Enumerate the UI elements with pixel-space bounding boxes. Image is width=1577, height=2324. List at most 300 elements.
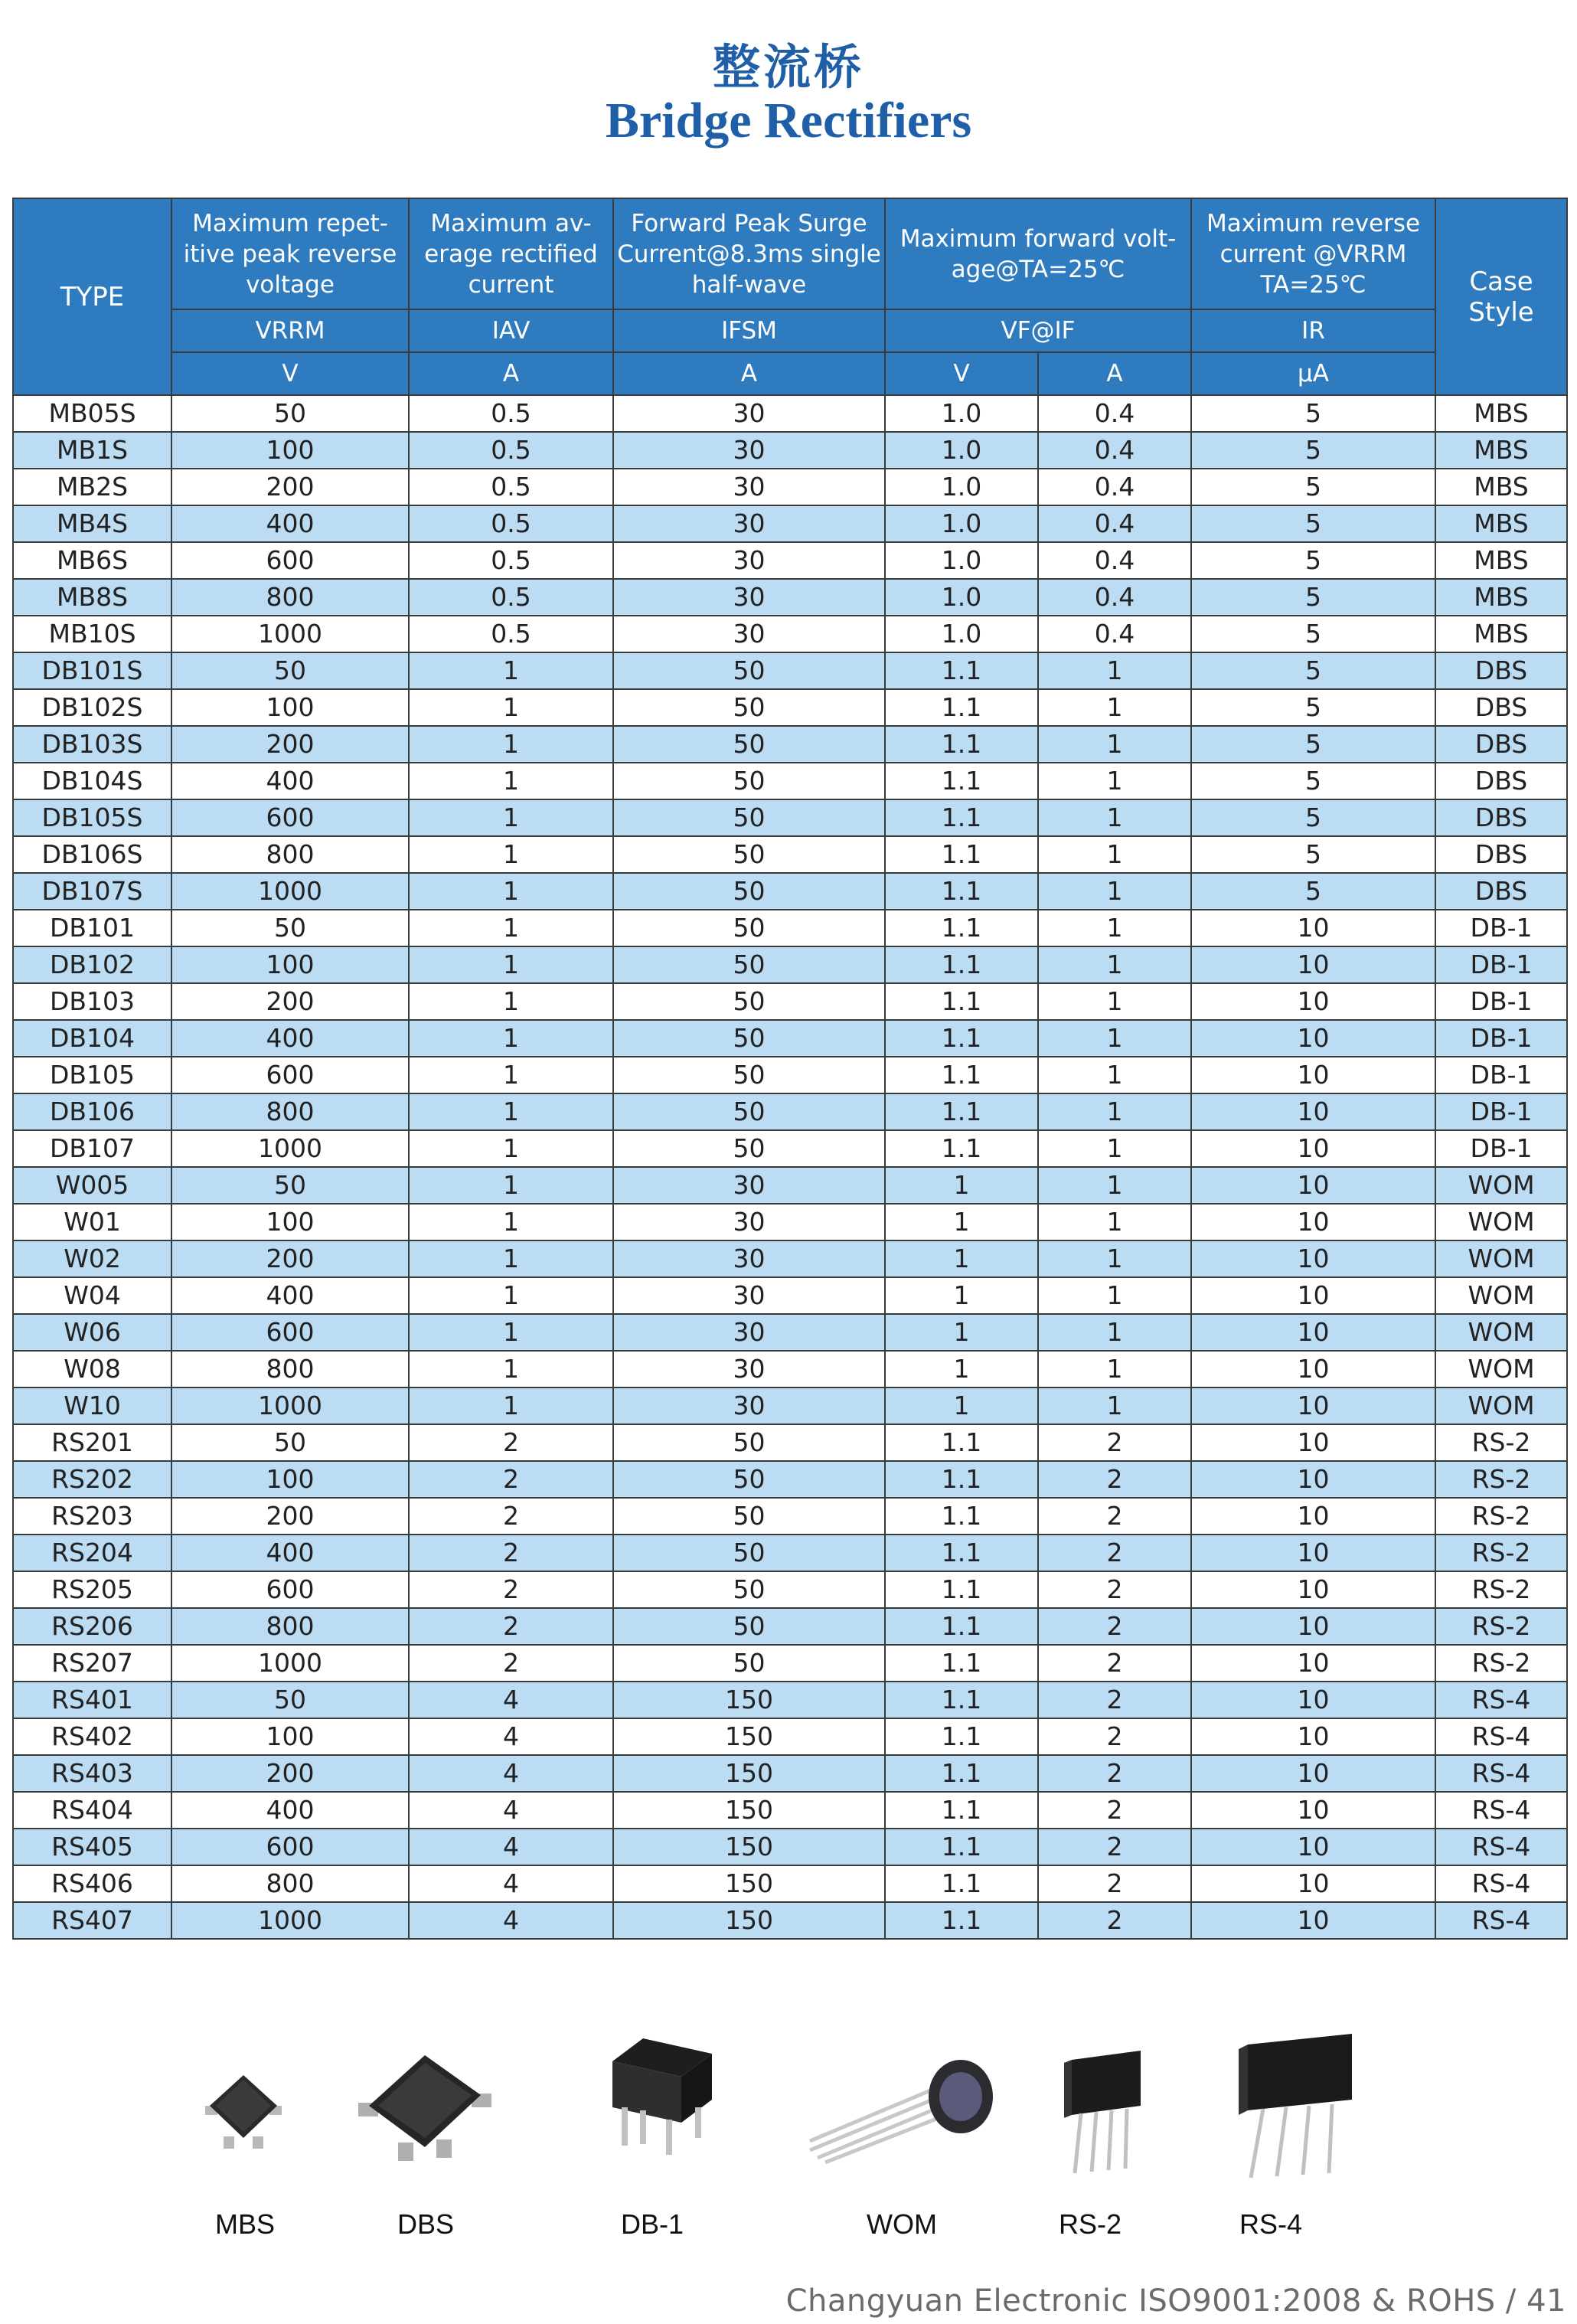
table-cell: 1.1 xyxy=(885,1057,1038,1093)
table-cell: 0.5 xyxy=(409,432,613,469)
table-row xyxy=(13,1645,1567,1682)
table-row xyxy=(13,1571,1567,1608)
table-cell: RS203 xyxy=(13,1498,171,1535)
table-cell: RS-4 xyxy=(1435,1755,1567,1792)
table-cell: DBS xyxy=(1435,873,1567,910)
table-cell: 50 xyxy=(613,799,885,836)
table-cell: 600 xyxy=(171,799,409,836)
table-cell: 1000 xyxy=(171,1130,409,1167)
table-cell: 50 xyxy=(613,1130,885,1167)
table-row xyxy=(13,726,1567,763)
table-cell: 50 xyxy=(613,1424,885,1461)
table-cell: 50 xyxy=(613,910,885,946)
table-row xyxy=(13,946,1567,983)
table-cell: 2 xyxy=(1038,1571,1191,1608)
table-cell: 150 xyxy=(613,1865,885,1902)
table-cell: RS403 xyxy=(13,1755,171,1792)
table-row xyxy=(13,616,1567,652)
table-cell: MBS xyxy=(1435,579,1567,616)
table-cell: 1 xyxy=(409,1204,613,1240)
table-row xyxy=(13,1167,1567,1204)
package-label-mbs: MBS xyxy=(214,2208,275,2240)
table-row xyxy=(13,395,1567,432)
table-cell: 0.5 xyxy=(409,542,613,579)
table-cell: 30 xyxy=(613,1277,885,1314)
table-cell: 1 xyxy=(409,836,613,873)
table-row xyxy=(13,1755,1567,1792)
table-cell: RS-4 xyxy=(1435,1682,1567,1718)
table-cell: 2 xyxy=(1038,1608,1191,1645)
table-cell: 1 xyxy=(409,910,613,946)
table-cell: 2 xyxy=(1038,1461,1191,1498)
table-row xyxy=(13,1314,1567,1351)
table-cell: 50 xyxy=(171,395,409,432)
table-cell: RS404 xyxy=(13,1792,171,1829)
table-cell: RS-4 xyxy=(1435,1902,1567,1939)
table-cell: 0.5 xyxy=(409,395,613,432)
header-ir-unit: μA xyxy=(1191,352,1435,395)
table-cell: 1 xyxy=(1038,1130,1191,1167)
table-cell: 50 xyxy=(613,1057,885,1093)
table-cell: RS207 xyxy=(13,1645,171,1682)
table-cell: 5 xyxy=(1191,579,1435,616)
table-cell: 0.5 xyxy=(409,616,613,652)
table-cell: W08 xyxy=(13,1351,171,1388)
table-cell: 50 xyxy=(613,689,885,726)
table-cell: 400 xyxy=(171,505,409,542)
table-cell: 800 xyxy=(171,1351,409,1388)
table-cell: 30 xyxy=(613,1204,885,1240)
table-row xyxy=(13,469,1567,505)
table-cell: W02 xyxy=(13,1240,171,1277)
table-cell: RS205 xyxy=(13,1571,171,1608)
table-cell: 1 xyxy=(409,1130,613,1167)
table-cell: 50 xyxy=(613,1461,885,1498)
table-cell: 1 xyxy=(885,1351,1038,1388)
table-cell: 30 xyxy=(613,1167,885,1204)
table-cell: 400 xyxy=(171,1535,409,1571)
header-iav-desc: Maximum av-erage rectified current xyxy=(409,198,613,309)
header-ir-symbol: IR xyxy=(1191,309,1435,352)
table-cell: 1 xyxy=(885,1277,1038,1314)
table-cell: WOM xyxy=(1435,1204,1567,1240)
table-cell: 10 xyxy=(1191,1645,1435,1682)
table-cell: 2 xyxy=(409,1461,613,1498)
table-cell: 1.1 xyxy=(885,1792,1038,1829)
table-cell: MBS xyxy=(1435,469,1567,505)
table-cell: 0.4 xyxy=(1038,579,1191,616)
table-cell: 1.1 xyxy=(885,1130,1038,1167)
table-cell: RS-2 xyxy=(1435,1498,1567,1535)
table-cell: WOM xyxy=(1435,1351,1567,1388)
table-cell: 200 xyxy=(171,1498,409,1535)
table-cell: 1.1 xyxy=(885,1498,1038,1535)
table-cell: DB102 xyxy=(13,946,171,983)
table-cell: 10 xyxy=(1191,1498,1435,1535)
table-cell: 1.1 xyxy=(885,652,1038,689)
table-cell: DB105S xyxy=(13,799,171,836)
table-cell: 0.5 xyxy=(409,469,613,505)
table-cell: 1 xyxy=(409,1314,613,1351)
table-row xyxy=(13,1020,1567,1057)
table-cell: 50 xyxy=(171,1682,409,1718)
page-title: Bridge Rectifiers xyxy=(605,93,972,149)
table-cell: WOM xyxy=(1435,1240,1567,1277)
table-cell: RS402 xyxy=(13,1718,171,1755)
header-vrrm-desc: Maximum repet-itive peak reverse voltage xyxy=(171,198,409,309)
table-row xyxy=(13,836,1567,873)
table-cell: DB104S xyxy=(13,763,171,799)
table-cell: 1.1 xyxy=(885,1645,1038,1682)
table-cell: 400 xyxy=(171,1277,409,1314)
table-cell: 1.0 xyxy=(885,505,1038,542)
table-cell: RS-2 xyxy=(1435,1571,1567,1608)
table-cell: 100 xyxy=(171,689,409,726)
table-cell: RS406 xyxy=(13,1865,171,1902)
table-cell: 5 xyxy=(1191,763,1435,799)
table-cell: 1 xyxy=(1038,726,1191,763)
table-row xyxy=(13,505,1567,542)
table-cell: 30 xyxy=(613,1388,885,1424)
table-cell: 150 xyxy=(613,1829,885,1865)
table-cell: 10 xyxy=(1191,1057,1435,1093)
table-row xyxy=(13,1130,1567,1167)
table-cell: 10 xyxy=(1191,1461,1435,1498)
table-cell: 1 xyxy=(1038,910,1191,946)
table-cell: DB-1 xyxy=(1435,946,1567,983)
table-cell: MB05S xyxy=(13,395,171,432)
table-row xyxy=(13,1718,1567,1755)
table-row xyxy=(13,1424,1567,1461)
table-cell: 150 xyxy=(613,1755,885,1792)
table-cell: 1 xyxy=(409,1351,613,1388)
table-cell: 1 xyxy=(409,726,613,763)
table-cell: 1.0 xyxy=(885,579,1038,616)
table-cell: 30 xyxy=(613,432,885,469)
table-cell: 1 xyxy=(1038,799,1191,836)
table-cell: 50 xyxy=(613,1571,885,1608)
table-cell: 5 xyxy=(1191,395,1435,432)
table-cell: 30 xyxy=(613,1314,885,1351)
table-cell: WOM xyxy=(1435,1277,1567,1314)
table-cell: 30 xyxy=(613,1351,885,1388)
table-cell: 1 xyxy=(1038,652,1191,689)
table-row xyxy=(13,1682,1567,1718)
table-cell: DB-1 xyxy=(1435,910,1567,946)
header-vrrm-symbol: VRRM xyxy=(171,309,409,352)
package-label-dbs: DBS xyxy=(397,2208,455,2240)
table-cell: DB106S xyxy=(13,836,171,873)
table-cell: 1 xyxy=(409,1093,613,1130)
table-cell: 50 xyxy=(613,1498,885,1535)
table-cell: 10 xyxy=(1191,1865,1435,1902)
rs4-package-icon xyxy=(1217,2028,1363,2181)
table-cell: 1 xyxy=(1038,946,1191,983)
table-cell: 1.1 xyxy=(885,836,1038,873)
table-cell: 1.0 xyxy=(885,432,1038,469)
table-cell: 1 xyxy=(1038,1057,1191,1093)
table-cell: DB-1 xyxy=(1435,1130,1567,1167)
header-iav-unit: A xyxy=(409,352,613,395)
table-cell: 400 xyxy=(171,763,409,799)
table-cell: DBS xyxy=(1435,799,1567,836)
page-footer: Changyuan Electronic ISO9001:2008 & ROHS / 41 xyxy=(785,2283,1566,2319)
table-cell: 50 xyxy=(613,836,885,873)
table-cell: 2 xyxy=(1038,1498,1191,1535)
table-row xyxy=(13,1902,1567,1939)
table-row xyxy=(13,1240,1567,1277)
table-row xyxy=(13,1277,1567,1314)
table-cell: 2 xyxy=(409,1571,613,1608)
table-cell: 1.1 xyxy=(885,946,1038,983)
table-cell: RS-4 xyxy=(1435,1865,1567,1902)
table-row xyxy=(13,579,1567,616)
table-cell: 1.1 xyxy=(885,1424,1038,1461)
table-cell: 10 xyxy=(1191,946,1435,983)
table-cell: 1.0 xyxy=(885,469,1038,505)
table-cell: 10 xyxy=(1191,1571,1435,1608)
header-if-unit: A xyxy=(1038,352,1191,395)
header-ir-desc: Maximum reverse current @VRRM TA=25℃ xyxy=(1191,198,1435,309)
table-cell: 2 xyxy=(1038,1829,1191,1865)
table-row xyxy=(13,652,1567,689)
table-cell: 1 xyxy=(409,1240,613,1277)
table-cell: 1 xyxy=(885,1240,1038,1277)
table-row xyxy=(13,432,1567,469)
table-cell: 10 xyxy=(1191,1314,1435,1351)
table-cell: 200 xyxy=(171,983,409,1020)
table-cell: 200 xyxy=(171,1240,409,1277)
table-cell: 10 xyxy=(1191,1240,1435,1277)
table-cell: 2 xyxy=(1038,1755,1191,1792)
table-cell: 600 xyxy=(171,1571,409,1608)
table-cell: 1.1 xyxy=(885,873,1038,910)
table-cell: 1.1 xyxy=(885,689,1038,726)
table-cell: 5 xyxy=(1191,616,1435,652)
table-cell: 2 xyxy=(409,1645,613,1682)
table-cell: 1000 xyxy=(171,1902,409,1939)
table-cell: 50 xyxy=(613,763,885,799)
table-cell: 5 xyxy=(1191,432,1435,469)
table-cell: 2 xyxy=(1038,1718,1191,1755)
table-cell: DB-1 xyxy=(1435,983,1567,1020)
table-cell: 10 xyxy=(1191,1020,1435,1057)
table-cell: 1.1 xyxy=(885,799,1038,836)
table-row xyxy=(13,873,1567,910)
table-cell: 4 xyxy=(409,1755,613,1792)
table-cell: 1 xyxy=(885,1388,1038,1424)
table-row xyxy=(13,1351,1567,1388)
table-cell: DB-1 xyxy=(1435,1020,1567,1057)
table-cell: 800 xyxy=(171,1093,409,1130)
table-cell: 200 xyxy=(171,469,409,505)
table-cell: 1 xyxy=(409,1057,613,1093)
table-cell: 5 xyxy=(1191,873,1435,910)
table-cell: DBS xyxy=(1435,689,1567,726)
table-cell: RS201 xyxy=(13,1424,171,1461)
spec-table-body xyxy=(13,395,1567,1939)
table-cell: RS-2 xyxy=(1435,1424,1567,1461)
header-ifsm-symbol: IFSM xyxy=(613,309,885,352)
table-cell: DB103 xyxy=(13,983,171,1020)
table-cell: 50 xyxy=(613,652,885,689)
table-cell: 4 xyxy=(409,1902,613,1939)
table-cell: DBS xyxy=(1435,763,1567,799)
table-cell: 0.5 xyxy=(409,505,613,542)
table-cell: MBS xyxy=(1435,432,1567,469)
table-cell: 0.4 xyxy=(1038,542,1191,579)
table-cell: 1 xyxy=(409,1388,613,1424)
table-cell: 4 xyxy=(409,1682,613,1718)
table-cell: WOM xyxy=(1435,1388,1567,1424)
table-cell: 800 xyxy=(171,579,409,616)
table-cell: 800 xyxy=(171,836,409,873)
table-cell: DB-1 xyxy=(1435,1057,1567,1093)
table-cell: 800 xyxy=(171,1865,409,1902)
table-cell: 5 xyxy=(1191,689,1435,726)
table-cell: 4 xyxy=(409,1865,613,1902)
table-cell: 1 xyxy=(1038,1314,1191,1351)
table-cell: 1 xyxy=(1038,1277,1191,1314)
table-cell: 100 xyxy=(171,1461,409,1498)
table-cell: 2 xyxy=(1038,1535,1191,1571)
table-cell: 30 xyxy=(613,395,885,432)
table-cell: 5 xyxy=(1191,469,1435,505)
table-cell: 1.1 xyxy=(885,1829,1038,1865)
table-cell: 10 xyxy=(1191,1755,1435,1792)
table-cell: MB2S xyxy=(13,469,171,505)
table-cell: 100 xyxy=(171,1718,409,1755)
table-cell: 1.1 xyxy=(885,1682,1038,1718)
table-cell: 4 xyxy=(409,1829,613,1865)
table-row xyxy=(13,1608,1567,1645)
table-cell: 10 xyxy=(1191,1792,1435,1829)
table-cell: 10 xyxy=(1191,1130,1435,1167)
package-label-rs2: RS-2 xyxy=(1058,2208,1122,2240)
table-cell: 50 xyxy=(171,910,409,946)
table-row xyxy=(13,763,1567,799)
table-cell: 1 xyxy=(1038,836,1191,873)
page-title-chinese: 整流桥 xyxy=(712,39,864,95)
table-row xyxy=(13,1388,1567,1424)
table-cell: 30 xyxy=(613,616,885,652)
table-cell: 50 xyxy=(171,652,409,689)
table-cell: 10 xyxy=(1191,910,1435,946)
table-row xyxy=(13,1829,1567,1865)
table-cell: DB106 xyxy=(13,1093,171,1130)
table-cell: DB102S xyxy=(13,689,171,726)
table-cell: 100 xyxy=(171,432,409,469)
table-cell: 1000 xyxy=(171,1645,409,1682)
table-row xyxy=(13,910,1567,946)
table-cell: MB1S xyxy=(13,432,171,469)
table-cell: 2 xyxy=(1038,1682,1191,1718)
table-cell: 50 xyxy=(613,1645,885,1682)
table-cell: RS-2 xyxy=(1435,1461,1567,1498)
table-cell: 50 xyxy=(613,726,885,763)
table-cell: 1 xyxy=(1038,873,1191,910)
table-cell: 1000 xyxy=(171,616,409,652)
table-cell: RS405 xyxy=(13,1829,171,1865)
table-cell: 150 xyxy=(613,1682,885,1718)
table-cell: 10 xyxy=(1191,1535,1435,1571)
table-cell: 1 xyxy=(1038,1240,1191,1277)
table-cell: 50 xyxy=(171,1424,409,1461)
table-cell: 5 xyxy=(1191,652,1435,689)
table-cell: 600 xyxy=(171,542,409,579)
rs2-package-icon xyxy=(1049,2045,1156,2175)
table-cell: 0.4 xyxy=(1038,395,1191,432)
table-cell: 0.5 xyxy=(409,579,613,616)
table-cell: 400 xyxy=(171,1020,409,1057)
table-cell: 1000 xyxy=(171,873,409,910)
table-cell: 4 xyxy=(409,1792,613,1829)
table-cell: 1 xyxy=(409,873,613,910)
table-cell: MBS xyxy=(1435,505,1567,542)
table-cell: RS204 xyxy=(13,1535,171,1571)
table-cell: 50 xyxy=(613,946,885,983)
table-cell: W005 xyxy=(13,1167,171,1204)
table-cell: 4 xyxy=(409,1718,613,1755)
table-cell: 150 xyxy=(613,1718,885,1755)
table-cell: W10 xyxy=(13,1388,171,1424)
table-cell: 10 xyxy=(1191,1902,1435,1939)
table-row xyxy=(13,983,1567,1020)
table-cell: 5 xyxy=(1191,799,1435,836)
table-cell: 1.1 xyxy=(885,1608,1038,1645)
table-cell: 1.1 xyxy=(885,1571,1038,1608)
table-cell: RS-2 xyxy=(1435,1645,1567,1682)
table-cell: 10 xyxy=(1191,1388,1435,1424)
table-cell: 1.1 xyxy=(885,1020,1038,1057)
table-cell: DBS xyxy=(1435,726,1567,763)
table-cell: 10 xyxy=(1191,1424,1435,1461)
table-cell: RS401 xyxy=(13,1682,171,1718)
table-cell: DBS xyxy=(1435,836,1567,873)
table-cell: 10 xyxy=(1191,1277,1435,1314)
table-cell: MB4S xyxy=(13,505,171,542)
table-row xyxy=(13,1792,1567,1829)
table-cell: 1 xyxy=(409,652,613,689)
table-cell: WOM xyxy=(1435,1314,1567,1351)
table-cell: 50 xyxy=(613,1020,885,1057)
header-vrrm-unit: V xyxy=(171,352,409,395)
table-cell: 1 xyxy=(1038,1167,1191,1204)
table-cell: 1.1 xyxy=(885,1755,1038,1792)
table-row xyxy=(13,1535,1567,1571)
table-cell: 5 xyxy=(1191,505,1435,542)
table-cell: RS-4 xyxy=(1435,1792,1567,1829)
table-cell: 1 xyxy=(409,946,613,983)
table-cell: 1.1 xyxy=(885,1535,1038,1571)
table-cell: RS-2 xyxy=(1435,1608,1567,1645)
table-cell: 1 xyxy=(1038,1093,1191,1130)
table-cell: 2 xyxy=(409,1535,613,1571)
table-cell: 10 xyxy=(1191,983,1435,1020)
table-cell: 0.4 xyxy=(1038,469,1191,505)
table-cell: 150 xyxy=(613,1792,885,1829)
table-cell: 1.1 xyxy=(885,1093,1038,1130)
table-cell: 1 xyxy=(1038,763,1191,799)
wom-package-icon xyxy=(804,2049,995,2164)
table-cell: 150 xyxy=(613,1902,885,1939)
table-cell: 5 xyxy=(1191,542,1435,579)
table-cell: 1 xyxy=(409,1277,613,1314)
table-cell: 600 xyxy=(171,1829,409,1865)
table-row xyxy=(13,1498,1567,1535)
table-cell: 1 xyxy=(1038,1388,1191,1424)
table-cell: 800 xyxy=(171,1608,409,1645)
